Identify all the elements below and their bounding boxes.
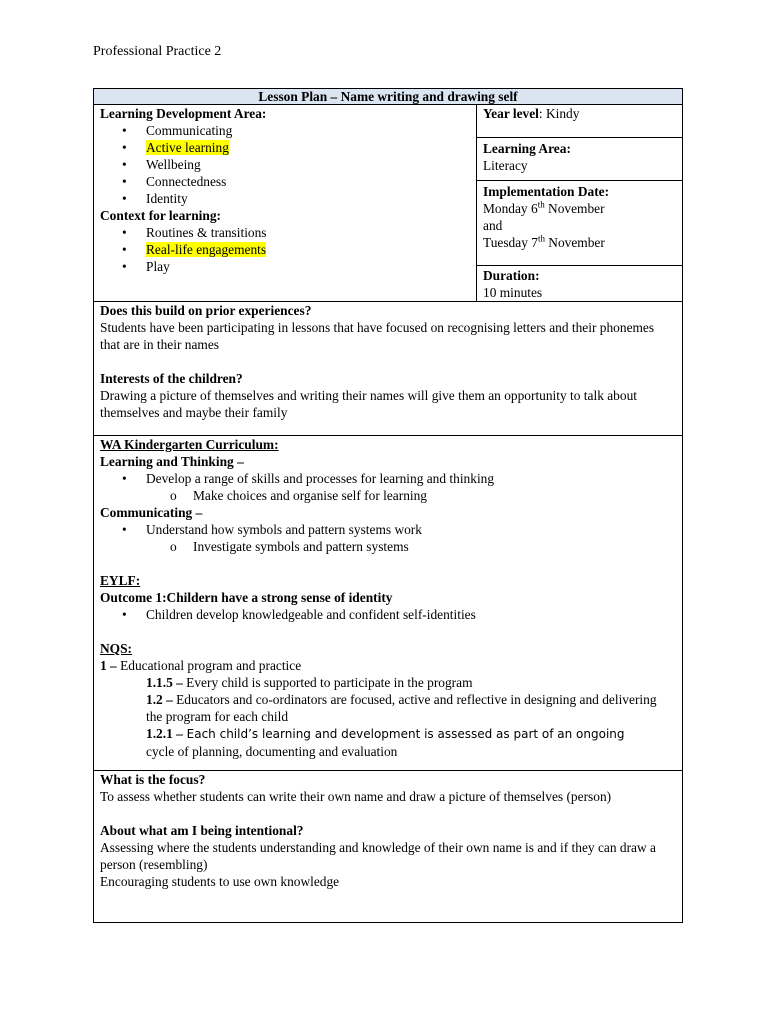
nqs-item-1: 1 – Educational program and practice	[100, 658, 302, 673]
nqs-item-1-2-1-cont: cycle of planning, documenting and evaluation	[146, 744, 398, 759]
outcome-label: Outcome 1:Childern have a strong sense of identity	[100, 590, 393, 605]
lda-list	[100, 122, 470, 207]
duration-cell	[477, 266, 683, 302]
outcome-list	[100, 606, 676, 623]
nqs-item-1-2: 1.2 – Educators and co-ordinators are focused, active and reflective in designing and delivering the program for each child	[146, 692, 657, 724]
list-item: • Children develop knowledgeable and confident self-identities	[100, 606, 676, 623]
sub-list-item: o Investigate symbols and pattern systems	[100, 538, 676, 555]
communicating-sublist	[100, 538, 676, 555]
lesson-plan-table	[93, 88, 683, 923]
duration-label: Duration:	[483, 268, 540, 283]
list-item-highlighted: • Active learning	[100, 139, 470, 156]
learning-areas-cell	[94, 105, 477, 302]
nqs-item-1-2-1: 1.2.1 – Each child’s learning and development is assessed as part of an ongoing	[146, 726, 625, 741]
sub-list-item: o Make choices and organise self for learning	[100, 487, 676, 504]
focus-question: What is the focus?	[100, 772, 206, 787]
list-item: • Communicating	[100, 122, 470, 139]
list-item: • Understand how symbols and pattern systems work	[100, 521, 676, 538]
context-list	[100, 224, 470, 275]
list-item: • Wellbeing	[100, 156, 470, 173]
list-item: • Routines & transitions	[100, 224, 470, 241]
list-item: • Play	[100, 258, 470, 275]
learning-thinking-label: Learning and Thinking –	[100, 454, 244, 469]
year-level-value: : Kindy	[538, 106, 580, 121]
year-level-label: Year level	[483, 106, 539, 121]
learning-thinking-sublist	[100, 487, 676, 504]
communicating-list	[100, 521, 676, 538]
eylf-label: EYLF:	[100, 573, 141, 588]
nqs-label: NQS:	[100, 641, 132, 656]
list-item-highlighted: • Real-life engagements	[100, 241, 470, 258]
context-label: Context for learning:	[100, 208, 221, 223]
focus-cell	[94, 771, 683, 923]
duration-value: 10 minutes	[483, 285, 543, 300]
implementation-date-label: Implementation Date:	[483, 184, 610, 199]
learning-area-cell	[477, 138, 683, 181]
page-header: Professional Practice 2	[93, 44, 222, 59]
curriculum-cell	[94, 436, 683, 771]
intentional-answer: Assessing where the students understanding and knowledge of their own name is and if they can draw a person (resembling)	[100, 840, 656, 872]
learning-area-label: Learning Area:	[483, 141, 571, 156]
implementation-date-cell	[477, 181, 683, 266]
prior-answer: Students have been participating in lessons that have focused on recognising letters and their phonemes that are in their names	[100, 320, 655, 352]
prior-experience-cell	[94, 302, 683, 436]
list-item: • Connectedness	[100, 173, 470, 190]
learning-thinking-list	[100, 470, 676, 487]
implementation-date-line2: and	[483, 218, 503, 233]
learning-area-value: Literacy	[483, 158, 528, 173]
implementation-date-line3: Tuesday 7th November	[483, 233, 605, 250]
prior-question: Does this build on prior experiences?	[100, 303, 312, 318]
implementation-date-line1: Monday 6th November	[483, 199, 605, 216]
interests-answer: Drawing a picture of themselves and writing their names will give them an opportunity to talk about themselves and maybe their family	[100, 388, 637, 420]
year-level-cell	[477, 105, 683, 138]
interests-question: Interests of the children?	[100, 371, 243, 386]
list-item: • Develop a range of skills and processes for learning and thinking	[100, 470, 676, 487]
lesson-plan-title: Lesson Plan – Name writing and drawing self	[94, 89, 683, 105]
communicating-label: Communicating –	[100, 505, 203, 520]
lda-label: Learning Development Area:	[100, 106, 267, 121]
nqs-item-1-1-5: 1.1.5 – Every child is supported to participate in the program	[146, 675, 473, 690]
focus-answer: To assess whether students can write their own name and draw a picture of themselves (person)	[100, 789, 612, 804]
intentional-question: About what am I being intentional?	[100, 823, 304, 838]
list-item: • Identity	[100, 190, 470, 207]
intentional-answer-2: Encouraging students to use own knowledge	[100, 874, 340, 889]
wa-curriculum-label: WA Kindergarten Curriculum:	[100, 437, 279, 452]
